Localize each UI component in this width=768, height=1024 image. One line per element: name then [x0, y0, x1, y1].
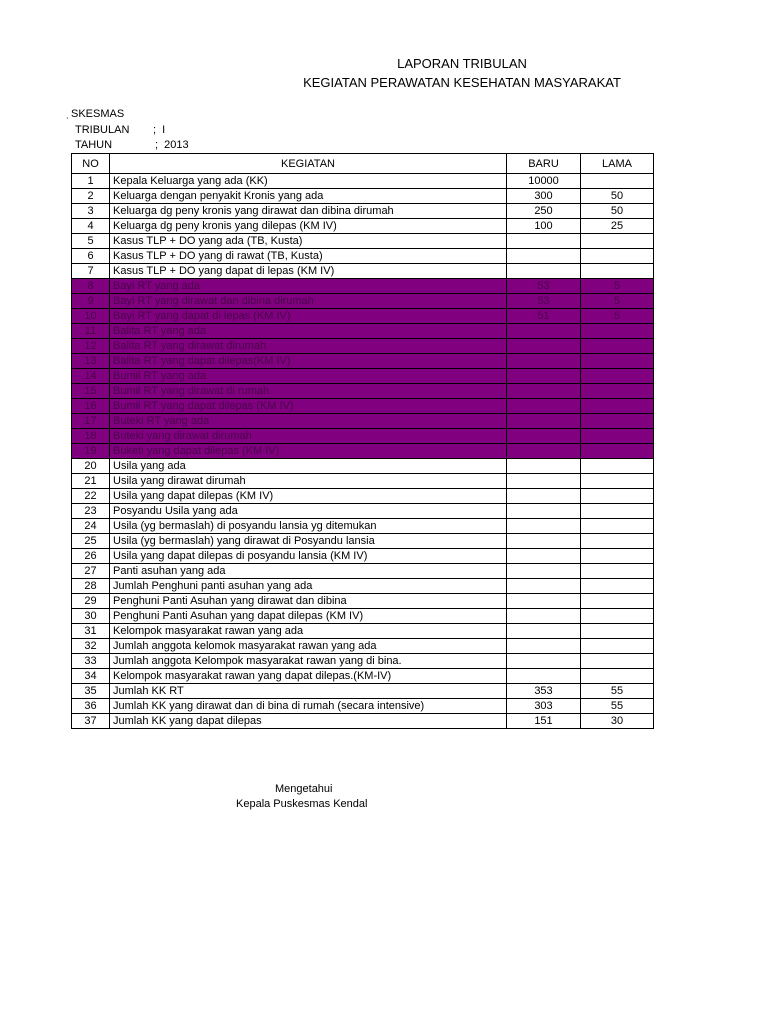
cell-baru: 353	[507, 684, 581, 699]
cell-baru: 250	[507, 204, 581, 219]
table-row	[72, 264, 654, 279]
cell-lama	[581, 324, 654, 339]
cell-kegiatan: Keluarga dg peny kronis yang dirawat dan dibina dirumah	[110, 204, 507, 219]
cell-lama	[581, 609, 654, 624]
cell-lama: 55	[581, 699, 654, 714]
cell-baru	[507, 369, 581, 384]
cell-baru	[507, 339, 581, 354]
table-row	[72, 234, 654, 249]
cell-no: 13	[72, 354, 110, 369]
cell-lama	[581, 474, 654, 489]
cell-baru	[507, 489, 581, 504]
cell-no: 1	[72, 174, 110, 189]
col-header-baru: BARU	[507, 154, 581, 174]
cell-baru	[507, 654, 581, 669]
cell-no: 3	[72, 204, 110, 219]
table-row	[72, 564, 654, 579]
tahun-label: TAHUN	[75, 139, 113, 151]
cell-lama	[581, 399, 654, 414]
col-header-kegiatan: KEGIATAN	[110, 154, 507, 174]
cell-kegiatan: Posyandu Usila yang ada	[110, 504, 507, 519]
cell-no: 10	[72, 309, 110, 324]
cell-no: 14	[72, 369, 110, 384]
table-row	[72, 294, 654, 309]
cell-no: 23	[72, 504, 110, 519]
cell-no: 2	[72, 189, 110, 204]
cell-no: 15	[72, 384, 110, 399]
table-row	[72, 444, 654, 459]
cell-baru	[507, 324, 581, 339]
table-row	[72, 324, 654, 339]
cell-baru	[507, 564, 581, 579]
cell-no: 11	[72, 324, 110, 339]
cell-baru	[507, 639, 581, 654]
cell-baru	[507, 414, 581, 429]
table-row	[72, 549, 654, 564]
cell-baru	[507, 534, 581, 549]
cell-lama	[581, 459, 654, 474]
cell-kegiatan: Buteki yang dirawat dirumah	[110, 429, 507, 444]
cell-baru	[507, 384, 581, 399]
cell-baru	[507, 354, 581, 369]
cell-kegiatan: Jumlah KK yang dirawat dan di bina di rumah (secara intensive)	[110, 699, 507, 714]
table-body	[72, 174, 654, 729]
cell-baru	[507, 549, 581, 564]
kepala-puskesmas-text: Kepala Puskesmas Kendal	[236, 798, 368, 810]
tribulan-line	[75, 124, 166, 136]
cell-lama	[581, 414, 654, 429]
cell-no: 32	[72, 639, 110, 654]
cell-kegiatan: Bayi RT yang dapat di lepas (KM IV)	[110, 309, 507, 324]
table-row	[72, 384, 654, 399]
table-row	[72, 399, 654, 414]
cell-no: 12	[72, 339, 110, 354]
col-header-no: NO	[72, 154, 110, 174]
cell-baru: 100	[507, 219, 581, 234]
cell-lama	[581, 639, 654, 654]
cell-no: 37	[72, 714, 110, 729]
cell-baru	[507, 444, 581, 459]
cell-baru	[507, 624, 581, 639]
table-row	[72, 249, 654, 264]
cell-lama: 55	[581, 684, 654, 699]
cell-kegiatan: Jumlah anggota kelomok masyarakat rawan yang ada	[110, 639, 507, 654]
cell-lama	[581, 654, 654, 669]
cell-lama	[581, 534, 654, 549]
cell-baru	[507, 249, 581, 264]
cell-lama	[581, 504, 654, 519]
table-row	[72, 624, 654, 639]
cell-no: 35	[72, 684, 110, 699]
cell-kegiatan: Usila (yg bermaslah) di posyandu lansia yg ditemukan	[110, 519, 507, 534]
cell-no: 4	[72, 219, 110, 234]
cell-kegiatan: Balita RT yang ada	[110, 324, 507, 339]
cell-kegiatan: Usila yang dirawat dirumah	[110, 474, 507, 489]
table-row	[72, 654, 654, 669]
cell-lama	[581, 579, 654, 594]
cell-no: 33	[72, 654, 110, 669]
table-row	[72, 594, 654, 609]
table-row	[72, 639, 654, 654]
cell-baru: 303	[507, 699, 581, 714]
cell-no: 31	[72, 624, 110, 639]
cell-no: 7	[72, 264, 110, 279]
table-row	[72, 474, 654, 489]
cell-no: 28	[72, 579, 110, 594]
cell-kegiatan: Kasus TLP + DO yang di rawat (TB, Kusta)	[110, 249, 507, 264]
cell-lama	[581, 519, 654, 534]
cell-kegiatan: Kelompok masyarakat rawan yang ada	[110, 624, 507, 639]
cell-baru	[507, 504, 581, 519]
cell-no: 27	[72, 564, 110, 579]
table-row	[72, 204, 654, 219]
cell-kegiatan: Buketi yang dapat dilepas (KM IV)	[110, 444, 507, 459]
cell-kegiatan: Bayi RT yang dirawat dan dibina dirumah	[110, 294, 507, 309]
cell-kegiatan: Keluarga dengan penyakit Kronis yang ada	[110, 189, 507, 204]
cell-no: 18	[72, 429, 110, 444]
cell-lama	[581, 624, 654, 639]
cell-lama	[581, 549, 654, 564]
report-title: LAPORAN TRIBULAN	[397, 56, 527, 71]
cell-kegiatan: Usila yang dapat dilepas (KM IV)	[110, 489, 507, 504]
cell-baru: 10000	[507, 174, 581, 189]
cell-kegiatan: Jumlah Penghuni panti asuhan yang ada	[110, 579, 507, 594]
cell-no: 34	[72, 669, 110, 684]
cell-baru	[507, 594, 581, 609]
cell-kegiatan: Usila yang dapat dilepas di posyandu lansia (KM IV)	[110, 549, 507, 564]
table-row	[72, 504, 654, 519]
cell-baru	[507, 264, 581, 279]
cell-no: 9	[72, 294, 110, 309]
cell-baru: 300	[507, 189, 581, 204]
cell-lama	[581, 429, 654, 444]
table-row	[72, 714, 654, 729]
cell-baru: 53	[507, 279, 581, 294]
cell-lama	[581, 369, 654, 384]
table-row	[72, 189, 654, 204]
tahun-line	[75, 139, 189, 151]
cell-kegiatan: Balita RT yang dirawat dirumah	[110, 339, 507, 354]
cell-baru	[507, 519, 581, 534]
cell-kegiatan: Penghuni Panti Asuhan yang dirawat dan dibina	[110, 594, 507, 609]
cell-baru: 51	[507, 309, 581, 324]
cell-baru: 53	[507, 294, 581, 309]
cell-no: 20	[72, 459, 110, 474]
cell-kegiatan: Bayi RT yang ada	[110, 279, 507, 294]
cell-no: 8	[72, 279, 110, 294]
cell-no: 22	[72, 489, 110, 504]
cell-kegiatan: Jumlah anggota Kelompok masyarakat rawan yang di bina.	[110, 654, 507, 669]
table-row	[72, 339, 654, 354]
tahun-value: ; 2013	[155, 139, 189, 151]
cell-kegiatan: Kasus TLP + DO yang ada (TB, Kusta)	[110, 234, 507, 249]
cell-baru	[507, 459, 581, 474]
tribulan-label: TRIBULAN	[75, 124, 130, 136]
cell-no: 30	[72, 609, 110, 624]
cell-baru	[507, 474, 581, 489]
mengetahui-text: Mengetahui	[275, 783, 333, 795]
cell-baru	[507, 669, 581, 684]
cell-lama	[581, 564, 654, 579]
table-row	[72, 609, 654, 624]
tribulan-value: ; I	[153, 124, 166, 136]
cell-lama	[581, 339, 654, 354]
cell-lama: 30	[581, 714, 654, 729]
table-row	[72, 219, 654, 234]
cell-kegiatan: Penghuni Panti Asuhan yang dapat dilepas (KM IV)	[110, 609, 507, 624]
cell-kegiatan: Buteki RT yang ada	[110, 414, 507, 429]
cell-no: 17	[72, 414, 110, 429]
table-row	[72, 519, 654, 534]
puskesmas-label: ̣SKESMAS	[71, 108, 125, 120]
cell-lama	[581, 384, 654, 399]
table-row	[72, 429, 654, 444]
cell-kegiatan: Usila yang ada	[110, 459, 507, 474]
table-row	[72, 369, 654, 384]
cell-lama	[581, 489, 654, 504]
table-row	[72, 684, 654, 699]
cell-kegiatan: Kepala Keluarga yang ada (KK)	[110, 174, 507, 189]
cell-kegiatan: Kelompok masyarakat rawan yang dapat dilepas.(KM-IV)	[110, 669, 507, 684]
table-row	[72, 174, 654, 189]
table-row	[72, 414, 654, 429]
cell-kegiatan: Kasus TLP + DO yang dapat di lepas (KM IV)	[110, 264, 507, 279]
table-row	[72, 459, 654, 474]
cell-kegiatan: Jumlah KK yang dapat dilepas	[110, 714, 507, 729]
cell-baru	[507, 609, 581, 624]
cell-no: 5	[72, 234, 110, 249]
cell-lama	[581, 354, 654, 369]
table-row	[72, 669, 654, 684]
table-header-row	[72, 154, 654, 174]
cell-kegiatan: Usila (yg bermaslah) yang dirawat di Posyandu lansia	[110, 534, 507, 549]
cell-lama: 5	[581, 279, 654, 294]
cell-lama: 50	[581, 189, 654, 204]
table-row	[72, 354, 654, 369]
cell-lama	[581, 444, 654, 459]
cell-baru	[507, 234, 581, 249]
cell-no: 26	[72, 549, 110, 564]
cell-kegiatan: Panti asuhan yang ada	[110, 564, 507, 579]
cell-no: 6	[72, 249, 110, 264]
table-row	[72, 279, 654, 294]
cell-lama	[581, 594, 654, 609]
cell-kegiatan: Keluarga dg peny kronis yang dilepas (KM IV)	[110, 219, 507, 234]
cell-lama: 5	[581, 309, 654, 324]
cell-no: 19	[72, 444, 110, 459]
cell-kegiatan: Balita RT yang dapat dilepas(KM IV)	[110, 354, 507, 369]
cell-no: 24	[72, 519, 110, 534]
cell-no: 25	[72, 534, 110, 549]
cell-kegiatan: Bumil RT yang dapat dilepas (KM IV)	[110, 399, 507, 414]
cell-lama	[581, 234, 654, 249]
cell-baru: 151	[507, 714, 581, 729]
cell-lama: 25	[581, 219, 654, 234]
col-header-lama: LAMA	[581, 154, 654, 174]
cell-kegiatan: Jumlah KK RT	[110, 684, 507, 699]
cell-lama: 50	[581, 204, 654, 219]
cell-lama: 5	[581, 294, 654, 309]
table-row	[72, 489, 654, 504]
cell-baru	[507, 579, 581, 594]
cell-no: 21	[72, 474, 110, 489]
cell-lama	[581, 669, 654, 684]
table-row	[72, 309, 654, 324]
report-subtitle: KEGIATAN PERAWATAN KESEHATAN MASYARAKAT	[303, 75, 621, 90]
cell-lama	[581, 174, 654, 189]
cell-kegiatan: Bumil RT yang dirawat di rumah	[110, 384, 507, 399]
cell-baru	[507, 399, 581, 414]
cell-no: 36	[72, 699, 110, 714]
cell-baru	[507, 429, 581, 444]
table-row	[72, 699, 654, 714]
activity-table	[71, 153, 654, 729]
cell-lama	[581, 249, 654, 264]
cell-kegiatan: Bumil RT yang ada	[110, 369, 507, 384]
table-row	[72, 534, 654, 549]
cell-no: 16	[72, 399, 110, 414]
table-row	[72, 579, 654, 594]
cell-no: 29	[72, 594, 110, 609]
cell-lama	[581, 264, 654, 279]
